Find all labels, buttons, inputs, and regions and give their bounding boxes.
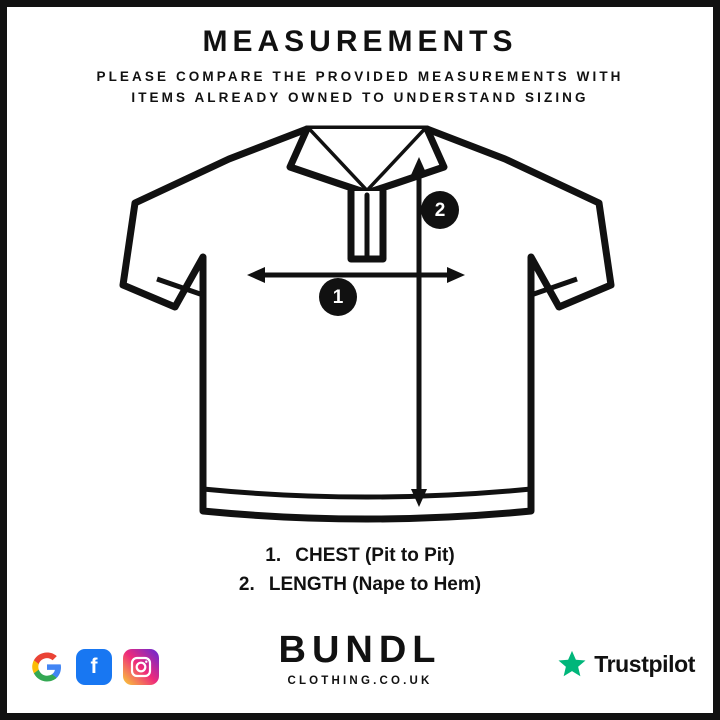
brand-name: BUNDL	[278, 629, 442, 671]
legend-item-chest	[7, 541, 713, 570]
legend-number-1: 1.	[265, 545, 282, 566]
legend-detail-chest: (Pit to Pit)	[364, 545, 455, 566]
legend-label-chest: CHEST	[295, 545, 360, 566]
facebook-glyph: f	[90, 655, 98, 678]
badge-length: 2	[421, 191, 459, 229]
header	[7, 25, 713, 109]
measurement-legend	[7, 541, 713, 600]
trustpilot-label: Trustpilot	[594, 650, 695, 677]
polo-shirt-illustration	[7, 107, 720, 527]
trustpilot-star-icon	[557, 649, 587, 679]
header-subtitle	[7, 67, 713, 109]
legend-label-length: LENGTH	[268, 574, 348, 596]
garment-diagram	[7, 107, 720, 527]
header-subtitle-line-1: PLEASE COMPARE THE PROVIDED MEASUREMENTS WITH	[96, 69, 624, 84]
legend-number-2: 2.	[238, 574, 255, 596]
badge-chest: 1	[319, 278, 357, 316]
page-title: MEASUREMENTS	[202, 25, 518, 58]
legend-item-length	[7, 570, 713, 599]
trustpilot-badge[interactable]	[557, 649, 695, 679]
brand-url: CLOTHING.CO.UK	[287, 675, 433, 687]
legend-detail-length: (Nape to Hem)	[352, 574, 482, 596]
footer	[7, 629, 713, 691]
header-subtitle-line-2: ITEMS ALREADY OWNED TO UNDERSTAND SIZING	[131, 89, 589, 105]
